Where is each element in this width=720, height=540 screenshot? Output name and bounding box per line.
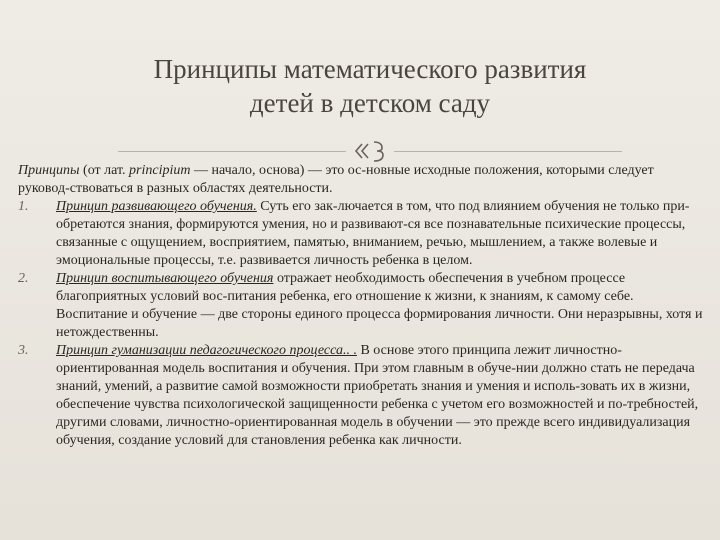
title-line-2: детей в детском саду	[249, 88, 491, 118]
title-line-1: Принципы математического развития	[153, 54, 587, 84]
intro-text-b: — начало, основа) — это ос-новные исходные положения, которыми следует руковод-ствоваться в разных областях деятельности.	[18, 163, 654, 196]
slide-title	[60, 52, 680, 120]
intro-term: Принципы	[18, 163, 80, 178]
principle-title: Принцип гуманизации педагогического процесса.. .	[56, 343, 357, 358]
principle-title: Принцип развивающего обучения.	[56, 199, 257, 214]
list-number: 3.	[18, 343, 29, 358]
list-item	[18, 270, 704, 342]
divider-rule-left	[118, 151, 346, 152]
principle-text: В основе этого принципа лежит личностно-ориентированная модель воспитания и обучения. При этом главным в обуче-нии должно стать не передача знаний, умений, а развитие самой возможности приобретать знания и умения и исполь-зовать их в жизни, обеспечение чувства психологической защищенности ребенка с учетом его возможностей и по-требностей, другими словами, личностно-ориентированная модель в обучении — это прежде всего индивидуализация обучения, создание условий для становления ребенка как личности.	[56, 343, 699, 448]
principles-list	[18, 198, 704, 450]
intro-latin: principium	[129, 163, 191, 178]
intro-paragraph	[18, 162, 704, 198]
principle-text: отражает необходимость обеспечения в учебном процессе благоприятных условий вос-питания ребенка, его отношение к жизни, к знаниям, к самому себе. Воспитание и обучение — две стороны единого процесса формирования личности. Они неразрывны, хотя и нетождественны.	[56, 271, 703, 340]
list-item	[18, 198, 704, 270]
divider-rule-right	[394, 151, 622, 152]
intro-text-a: (от лат.	[79, 163, 130, 178]
principle-text: Суть его зак-лючается в том, что под влиянием обучения не только при-обретаются знания, формируются умения, но и развивают-ся все познавательные психические процессы, связанные с ощущением, восприятием, памятью, вниманием, речью, мышлением, а также волевые и эмоциональные процессы, т.е. развивается личность ребенка в целом.	[56, 199, 690, 268]
slide-body	[18, 162, 704, 450]
list-item	[18, 342, 704, 450]
principle-title: Принцип воспитывающего обучения	[56, 271, 274, 286]
list-number: 1.	[18, 199, 29, 214]
list-number: 2.	[18, 271, 29, 286]
